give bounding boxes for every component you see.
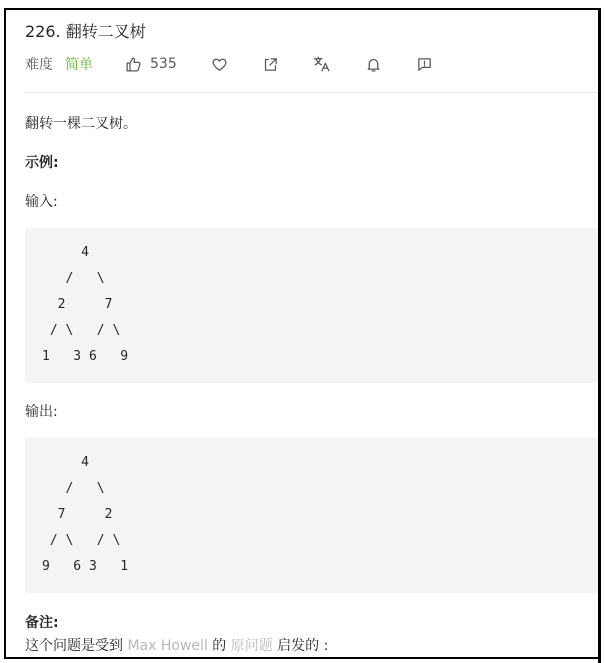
share-button[interactable] <box>262 56 279 73</box>
like-button[interactable] <box>125 56 177 73</box>
input-code-block <box>25 228 598 383</box>
note-text <box>25 635 328 655</box>
translate-icon <box>313 55 331 73</box>
like-count: 535 <box>150 56 177 72</box>
original-problem-link[interactable]: 原问题 <box>230 638 273 654</box>
feedback-icon <box>416 56 433 73</box>
problem-meta-bar <box>25 54 433 74</box>
share-icon <box>262 56 279 73</box>
bell-icon <box>365 56 382 73</box>
heart-icon <box>211 56 228 73</box>
problem-panel <box>4 8 598 659</box>
difficulty-value: 简单 <box>65 57 93 73</box>
example-heading: 示例: <box>25 155 59 171</box>
output-tree: 4 / \ 7 2 / \ / \ 9 6 3 1 <box>42 455 129 574</box>
note-author-link[interactable]: Max Howell <box>127 638 208 654</box>
favorite-button[interactable] <box>211 56 228 73</box>
translate-button[interactable] <box>313 55 331 73</box>
panel-border-right <box>598 8 601 663</box>
problem-description: 翻转一棵二叉树。 <box>25 116 137 132</box>
input-tree: 4 / \ 2 7 / \ / \ 1 3 6 9 <box>42 245 129 364</box>
difficulty-label: 难度 <box>25 57 53 73</box>
output-code-block <box>25 438 598 593</box>
note-prefix: 这个问题是受到 <box>25 638 123 654</box>
header-divider <box>25 92 598 93</box>
note-heading: 备注: <box>25 615 59 631</box>
problem-title: 226. 翻转二叉树 <box>25 22 146 41</box>
feedback-button[interactable] <box>416 56 433 73</box>
output-label: 输出: <box>25 404 58 420</box>
input-label: 输入: <box>25 194 58 210</box>
notify-button[interactable] <box>365 56 382 73</box>
thumbs-up-icon <box>125 56 142 73</box>
note-middle: 的 <box>212 638 227 654</box>
note-suffix: 启发的 : <box>277 638 329 654</box>
